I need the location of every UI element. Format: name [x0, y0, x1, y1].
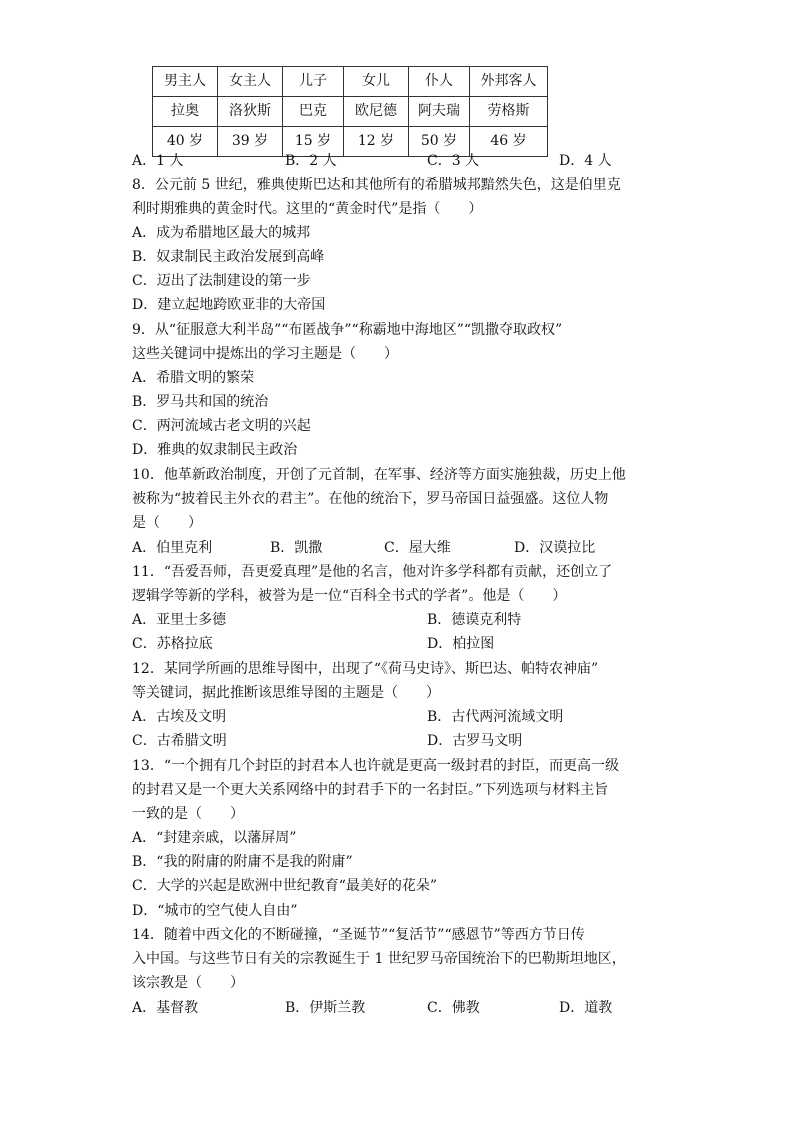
- option-c: C．佛教: [427, 1000, 480, 1016]
- option-d: D．汉谟拉比: [514, 540, 596, 556]
- question-stem: 入中国。与这些节日有关的宗教诞生于 1 世纪罗马帝国统治下的巴勒斯坦地区，: [132, 951, 626, 967]
- table-cell: 拉奥: [153, 97, 218, 127]
- option-a: A．成为希腊地区最大的城邦: [132, 225, 311, 241]
- option-a: A．古埃及文明: [132, 709, 227, 725]
- table-cell: 仆人: [409, 67, 470, 97]
- option-b: B．奴隶制民主政治发展到高峰: [132, 249, 325, 265]
- question-stem: 该宗教是（ ）: [132, 975, 244, 991]
- table-cell: 39 岁: [218, 127, 283, 157]
- option-a: A．1 人: [132, 153, 184, 169]
- option-a: A．“封建亲戚，以藩屏周”: [132, 830, 297, 846]
- question-stem: 这些关键词中提炼出的学习主题是（ ）: [132, 346, 398, 362]
- table-cell: 40 岁: [153, 127, 218, 157]
- option-d: D．雅典的奴隶制民主政治: [132, 442, 298, 458]
- table-row: [153, 97, 548, 127]
- option-b: B．罗马共和国的统治: [132, 394, 269, 410]
- table-cell: 儿子: [283, 67, 344, 97]
- question-stem: 的封君又是一个更大关系网络中的封君手下的一名封臣。”下列选项与材料主旨: [132, 782, 609, 798]
- option-c: C．屋大维: [384, 540, 451, 556]
- question-stem: 14．随着中西文化的不断碰撞，“圣诞节”“复活节”“感恩节”等西方节日传: [132, 927, 585, 943]
- table-cell: 洛狄斯: [218, 97, 283, 127]
- question-stem: 利时期雅典的黄金时代。这里的“黄金时代”是指（ ）: [132, 201, 483, 217]
- table-cell: 阿夫瑞: [409, 97, 470, 127]
- option-b: B．古代两河流域文明: [427, 709, 564, 725]
- table-cell: 50 岁: [409, 127, 470, 157]
- option-b: B．“我的附庸的附庸不是我的附庸”: [132, 854, 353, 870]
- table-cell: 女儿: [344, 67, 409, 97]
- table-cell: 巴克: [283, 97, 344, 127]
- option-b: B．2 人: [285, 153, 337, 169]
- option-d: D．“城市的空气使人自由”: [132, 903, 298, 919]
- table-cell: 劳格斯: [470, 97, 548, 127]
- question-stem: 等关键词，据此推断该思维导图的主题是（ ）: [132, 685, 440, 701]
- table-cell: 外邦客人: [470, 67, 548, 97]
- question-stem: 13．“一个拥有几个封臣的封君本人也许就是更高一级封君的封臣，而更高一级: [132, 758, 619, 774]
- question-stem: 被称为“披着民主外衣的君主”。在他的统治下，罗马帝国日益强盛。这位人物: [132, 491, 609, 507]
- option-d: D．古罗马文明: [427, 733, 523, 749]
- option-d: D．道教: [559, 1000, 613, 1016]
- table-cell: 46 岁: [470, 127, 548, 157]
- option-b: B．凯撒: [270, 540, 323, 556]
- option-c: C．迈出了法制建设的第一步: [132, 273, 311, 289]
- question-stem: 10．他革新政治制度，开创了元首制，在军事、经济等方面实施独裁，历史上他: [132, 467, 626, 483]
- option-c: C．两河流域古老文明的兴起: [132, 418, 311, 434]
- table-row: [153, 127, 548, 157]
- table-cell: 15 岁: [283, 127, 344, 157]
- option-a: A．亚里士多德: [132, 612, 227, 628]
- table-cell: 12 岁: [344, 127, 409, 157]
- table-cell: 欧尼德: [344, 97, 409, 127]
- option-c: C．大学的兴起是欧洲中世纪教育“最美好的花朵”: [132, 878, 438, 894]
- option-c: C．古希腊文明: [132, 733, 227, 749]
- option-c: C．3 人: [427, 153, 480, 169]
- question-stem: 11．“吾爱吾师，吾更爱真理”是他的名言，他对许多学科都有贡献，还创立了: [132, 564, 613, 580]
- table-header-row: [153, 67, 548, 97]
- option-a: A．伯里克利: [132, 540, 213, 556]
- question-stem: 是（ ）: [132, 515, 202, 531]
- table-cell: 女主人: [218, 67, 283, 97]
- table-cell: 男主人: [153, 67, 218, 97]
- option-b: B．伊斯兰教: [285, 1000, 366, 1016]
- option-d: D．4 人: [559, 153, 612, 169]
- option-d: D．建立起地跨欧亚非的大帝国: [132, 297, 326, 313]
- question-stem: 9．从“征服意大利半岛”“布匿战争”“称霸地中海地区”“凯撒夺取政权”: [132, 322, 563, 338]
- option-a: A．希腊文明的繁荣: [132, 370, 255, 386]
- question-stem: 8．公元前 5 世纪，雅典使斯巴达和其他所有的希腊城邦黯然失色，这是伯里克: [132, 177, 621, 193]
- option-b: B．德谟克利特: [427, 612, 522, 628]
- option-a: A．基督教: [132, 1000, 199, 1016]
- option-c: C．苏格拉底: [132, 636, 213, 652]
- household-table: [152, 66, 548, 157]
- option-d: D．柏拉图: [427, 636, 495, 652]
- question-stem: 一致的是（ ）: [132, 806, 244, 822]
- question-stem: 逻辑学等新的学科，被誉为是一位“百科全书式的学者”。他是（ ）: [132, 588, 567, 604]
- question-stem: 12．某同学所画的思维导图中，出现了“《荷马史诗》、斯巴达、帕特农神庙”: [132, 661, 599, 677]
